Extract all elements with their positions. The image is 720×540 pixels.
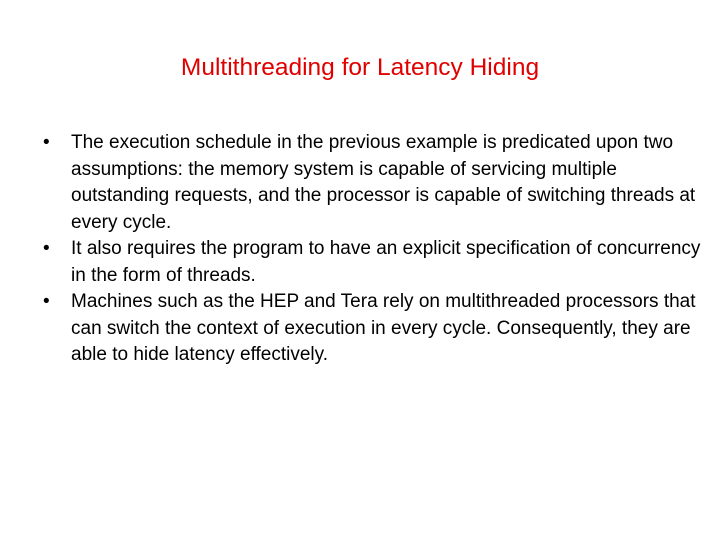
bullet-item: [32, 130, 702, 236]
bullet-text: The execution schedule in the previous example is predicated upon two assumptions: the memory system is capable of servicing multiple outstanding requests, and the processor is capable of switching threads at every cycle.: [71, 132, 696, 233]
bullet-text: It also requires the program to have an explicit specification of concurrency in the form of threads.: [71, 238, 701, 286]
bullet-icon: •: [43, 291, 50, 312]
bullet-item: [32, 236, 702, 289]
bullet-item: [32, 289, 702, 369]
bullet-text: Machines such as the HEP and Tera rely on multithreaded processors that can switch the context of execution in every cycle. Consequently, they are able to hide latency effectively.: [71, 291, 696, 365]
bullet-icon: •: [43, 238, 50, 259]
bullet-icon: •: [43, 132, 50, 153]
slide-title: Multithreading for Latency Hiding: [180, 54, 540, 81]
bullet-list: [32, 130, 702, 369]
